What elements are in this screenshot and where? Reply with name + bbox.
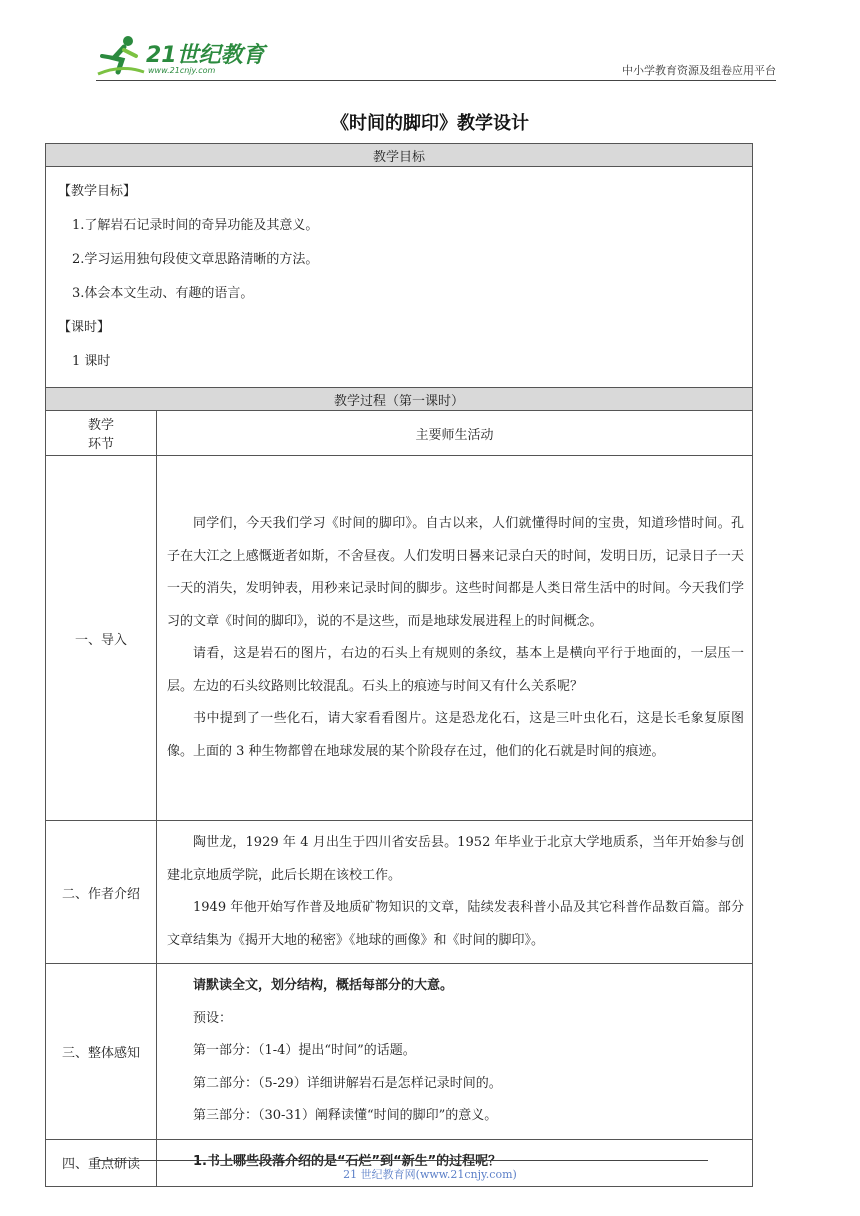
logo-text: 21世纪教育 [146, 43, 265, 68]
task-prompt: 1.书上哪些段落介绍的是“石烂”到“新生”的过程呢？ [193, 1154, 502, 1170]
stage-cell: 三、整体感知 [46, 964, 157, 1140]
activity-cell [157, 964, 753, 1140]
goal-item: 3.体会本文生动、有趣的语言。 [72, 286, 254, 301]
goals-row [46, 167, 753, 388]
goal-item: 2.学习运用独句段使文章思路清晰的方法。 [72, 252, 319, 267]
logo-url: www.21cnjy.com [148, 66, 216, 75]
stage-cell: 二、作者介绍 [46, 821, 157, 964]
paragraph: 第三部分：（30-31）阐释读懂“时间的脚印”的意义。 [193, 1108, 498, 1123]
column-header-row [46, 411, 753, 456]
goals-label: 【教学目标】 [58, 184, 137, 199]
period-value: 1 课时 [72, 354, 111, 369]
table-row [46, 821, 753, 964]
document-title: 《时间的脚印》教学设计 [331, 113, 529, 134]
goal-item: 1.了解岩石记录时间的奇异功能及其意义。 [72, 218, 319, 233]
paragraph: 同学们，今天我们学习《时间的脚印》。自古以来，人们就懂得时间的宝贵，知道珍惜时间。孔子在大江之上感慨逝者如斯，不舍昼夜。人们发明日晷来记录白天的时间，发明日历，记录日子一天一天的消失，发明钟表，用秒来记录时间的脚步。这些时间都是人类日常生活中的时间。今天我们学习的文章《时间的脚印》，说的不是这些，而是地球发展进程上的时间概念。 [167, 516, 744, 629]
lesson-plan-table [45, 143, 753, 1187]
activity-cell [157, 821, 753, 964]
page-header [96, 34, 776, 80]
activity-column-header: 主要师生活动 [157, 411, 753, 456]
header-divider [96, 80, 776, 81]
paragraph: 预设： [193, 1010, 233, 1026]
goals-heading: 教学目标 [46, 144, 753, 167]
footer-text: 21 世纪教育网(www.21cnjy.com) [343, 1168, 517, 1181]
runner-logo-icon [96, 34, 146, 78]
paragraph: 第一部分：（1-4）提出“时间”的话题。 [193, 1043, 416, 1058]
paragraph: 请看，这是岩石的图片，右边的石头上有规则的条纹，基本上是横向平行于地面的，一层压一层。左边的石头纹路则比较混乱。石头上的痕迹与时间又有什么关系呢？ [167, 646, 744, 694]
process-heading: 教学过程（第一课时） [46, 388, 753, 411]
stage-cell: 一、导入 [46, 456, 157, 821]
task-prompt: 请默读全文，划分结构，概括每部分的大意。 [193, 978, 454, 993]
stage-cell: 四、重点研读 [46, 1139, 157, 1186]
footer-divider [98, 1160, 708, 1161]
paragraph: 陶世龙，1929 年 4 月出生于四川省安岳县。1952 年毕业于北京大学地质系，当年开始参与创建北京地质学院，此后长期在该校工作。 [167, 835, 744, 883]
stage-header-line2: 环节 [87, 437, 114, 452]
stage-column-header [46, 411, 157, 456]
paragraph: 书中提到了一些化石，请大家看看图片。这是恐龙化石，这是三叶虫化石，这是长毛象复原图像。上面的 3 种生物都曾在地球发展的某个阶段存在过，他们的化石就是时间的痕迹。 [167, 711, 744, 759]
activity-cell [157, 456, 753, 821]
table-row [46, 456, 753, 821]
paragraph: 第二部分：（5-29）详细讲解岩石是怎样记录时间的。 [193, 1075, 502, 1091]
goals-cell [46, 167, 753, 388]
process-section-header [46, 388, 753, 411]
table-row [46, 964, 753, 1140]
logo [96, 34, 296, 80]
goals-section-header [46, 144, 753, 167]
platform-name: 中小学教育资源及组卷应用平台 [622, 64, 776, 77]
period-label: 【课时】 [58, 320, 111, 335]
paragraph: 1949 年他开始写作普及地质矿物知识的文章，陆续发表科普小品及其它科普作品数百篇。部分文章结集为《揭开大地的秘密》《地球的画像》和《时间的脚印》。 [167, 900, 744, 948]
stage-header-line1: 教学 [87, 418, 114, 433]
